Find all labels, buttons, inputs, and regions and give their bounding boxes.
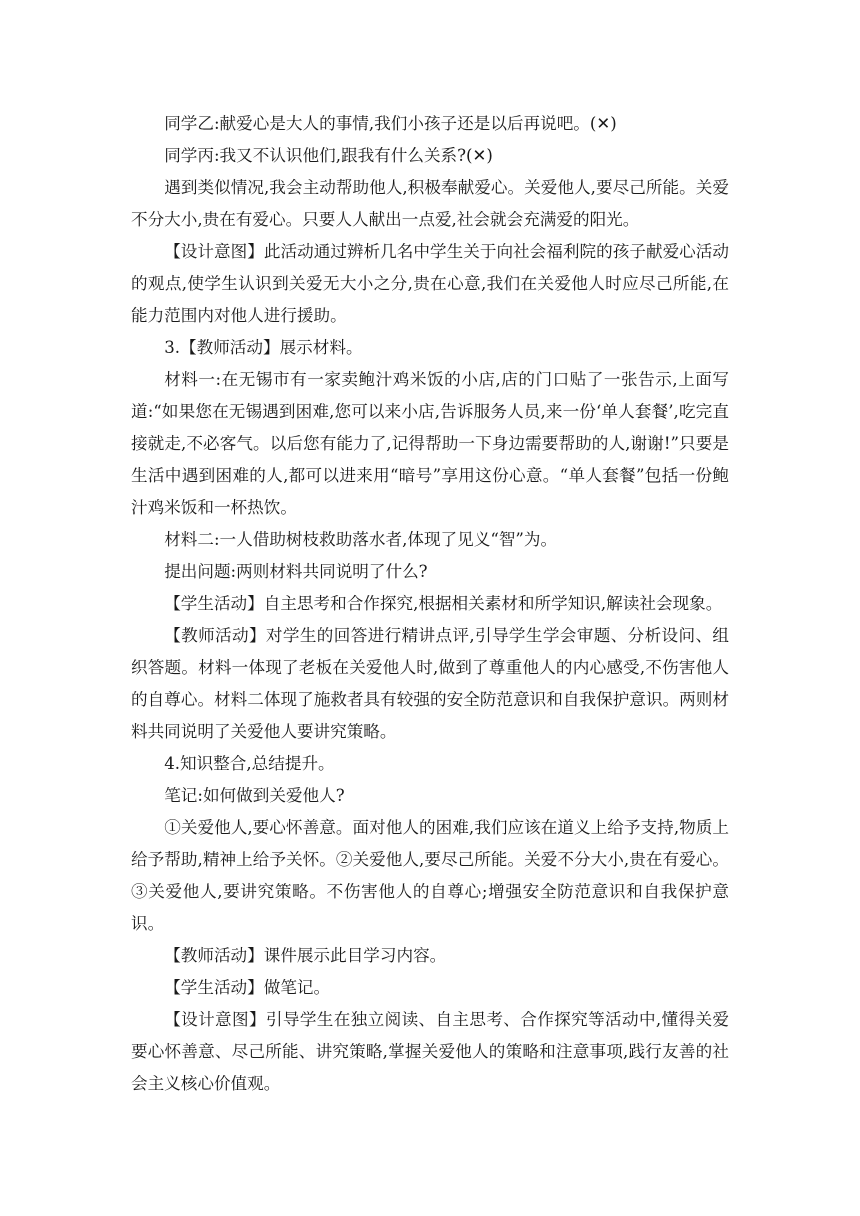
paragraph-student-activity-notes: 【学生活动】做笔记。	[164, 978, 331, 997]
paragraph-teacher-activity-display: 【教师活动】课件展示此目学习内容。	[164, 946, 447, 965]
paragraph-question: 提出问题:两则材料共同说明了什么?	[164, 562, 428, 581]
paragraph-teacher-activity-3: 3.【教师活动】展示材料。	[164, 338, 363, 357]
paragraph-notes-content: ①关爱他人,要心怀善意。面对他人的困难,我们应该在道义上给予支持,物质上给予帮助,精神上给予关怀。②关爱他人,要尽己所能。关爱不分大小,贵在有爱心。③关爱他人,要讲究策略。不伤害他人的自尊心;增强安全防范意识和自我保护意识。	[131, 818, 729, 933]
paragraph-student-c: 同学丙:我又不认识他们,跟我有什么关系?(✕)	[164, 146, 493, 165]
paragraph-teacher-activity-review: 【教师活动】对学生的回答进行精讲点评,引导学生学会审题、分析设问、组织答题。材料一体现了老板在关爱他人时,做到了尊重他人的内心感受,不伤害他人的自尊心。材料二体现了施救者具有较强的安全防范意识和自我保护意识。两则材料共同说明了关爱他人要讲究策略。	[131, 626, 729, 741]
paragraph-notes-heading: 笔记:如何做到关爱他人?	[164, 786, 345, 805]
paragraph-student-b: 同学乙:献爱心是大人的事情,我们小孩子还是以后再说吧。(✕)	[164, 114, 617, 133]
paragraph-material-1: 材料一:在无锡市有一家卖鲍汁鸡米饭的小店,店的门口贴了一张告示,上面写道:“如果您在无锡遇到困难,您可以来小店,告诉服务人员,来一份‘单人套餐’,吃完直接就走,不必客气。以后您有能力了,记得帮助一下身边需要帮助的人,谢谢!”只要是生活中遇到困难的人,都可以进来用“暗号”享用这份心意。“单人套餐”包括一份鲍汁鸡米饭和一杯热饮。	[131, 370, 729, 517]
paragraph-student-activity-1: 【学生活动】自主思考和合作探究,根据相关素材和所学知识,解读社会现象。	[164, 594, 723, 613]
paragraph-design-intent-2: 【设计意图】引导学生在独立阅读、自主思考、合作探究等活动中,懂得关爱要心怀善意、尽己所能、讲究策略,掌握关爱他人的策略和注意事项,践行友善的社会主义核心价值观。	[131, 1010, 729, 1093]
paragraph-response: 遇到类似情况,我会主动帮助他人,积极奉献爱心。关爱他人,要尽己所能。关爱不分大小,贵在有爱心。只要人人献出一点爱,社会就会充满爱的阳光。	[131, 178, 729, 229]
document-body	[131, 108, 729, 1100]
paragraph-design-intent-1: 【设计意图】此活动通过辨析几名中学生关于向社会福利院的孩子献爱心活动的观点,使学生认识到关爱无大小之分,贵在心意,我们在关爱他人时应尽己所能,在能力范围内对他人进行援助。	[131, 242, 729, 325]
paragraph-section-4: 4.知识整合,总结提升。	[164, 754, 335, 773]
paragraph-material-2: 材料二:一人借助树枝救助落水者,体现了见义“智”为。	[164, 530, 558, 549]
